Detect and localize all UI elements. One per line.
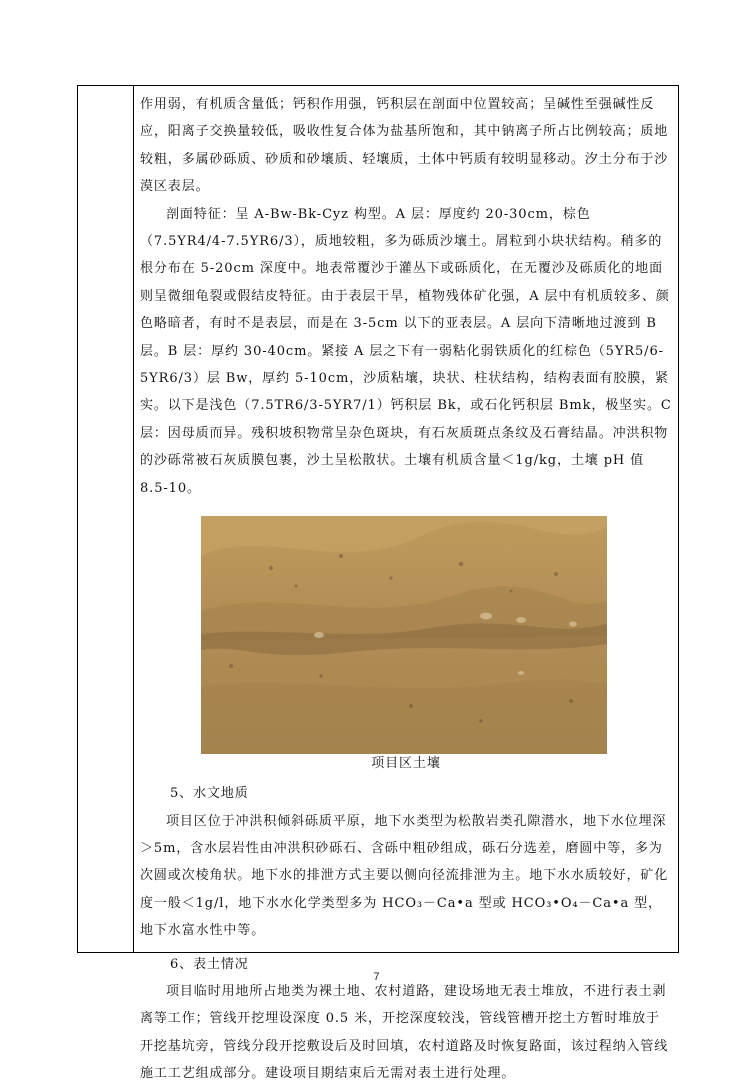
paragraph-hydrogeology: 项目区位于冲洪积倾斜砾质平原，地下水类型为松散岩类孔隙潜水，地下水位埋深＞5m，含水层岩性由冲洪积砂砾石、含砾中粗砂组成，砾石分选差，磨圆中等，多为次圆或次棱角状。地下水的排泄方式主要以侧向径流排泄为主。地下水水质较好，矿化度一般＜1g/l，地下水水化学类型多为 HCO₃－Ca•a 型或 HCO₃•O₄－Ca•a 型，地下水富水性中等。 <box>140 813 669 939</box>
heading-hydrogeology: 5、水文地质 <box>170 786 249 802</box>
page-number: 7 <box>373 971 380 983</box>
photo-caption: 项目区土壤 <box>371 756 441 772</box>
column-divider <box>133 86 134 952</box>
paragraph-topsoil: 项目临时用地所占地类为裸土地、农村道路，建设场地无表土堆放，不进行表土剥离等工作；管线开挖埋设深度 0.5 米，开挖深度较浅，管线管槽开挖土方暂时堆放于开挖基坑旁，管线分段开挖敷设后及时回填，农村道路及时恢复路面，该过程纳入管线施工工艺组成部分。建设项目期结束后无需对表土进行处理。 <box>140 983 669 1082</box>
document-table <box>77 85 679 1082</box>
heading-topsoil: 6、表土情况 <box>170 956 249 972</box>
paragraph-soil-profile: 剖面特征：呈 A-Bw-Bk-Cyz 构型。A 层：厚度约 20-30cm，棕色（7.5YR4/4-7.5YR6/3），质地较粗，多为砾质沙壤土。屑粒到小块状结构。稍多的根分布在 5-20cm 深度中。地表常覆沙于灌丛下或砾质化，在无覆沙及砾质化的地面则呈微细龟裂或假结皮特征。由于表层干旱，植物残体矿化强，A 层中有机质较多、颜色略暗者，有时不是表层，而是在 3-5cm 以下的亚表层。A 层向下清晰地过渡到 B 层。B 层：厚约 30-40cm。紧接 A 层之下有一弱粘化弱铁质化的红棕色（5YR5/6-5YR6/3）层 Bw，厚约 5-10cm，沙质粘壤，块状、柱状结构，结构表面有胶膜，紧实。以下是浅色（7.5TR6/3-5YR7/1）钙积层 Bk，或石化钙积层 Bmk，极坚实。C 层：因母质而异。残积坡积物常呈杂色斑块，有石灰质斑点条纹及石膏结晶。冲洪积物的沙砾常被石灰质膜包裹，沙土呈松散状。土壤有机质含量＜1g/kg，土壤 pH 值 8.5-10。 <box>140 206 672 496</box>
paragraph-soil-properties: 作用弱，有机质含量低；钙积作用强，钙积层在剖面中位置较高；呈碱性至强碱性反应，阳离子交换量较低，吸收性复合体为盐基所饱和，其中钠离子所占比例较高；质地较粗，多属砂砾质、砂质和砂壤质、轻壤质，土体中钙质有较明显移动。汐土分布于沙漠区表层。 <box>140 97 669 195</box>
soil-photo <box>201 516 607 754</box>
content-cell <box>140 91 672 1088</box>
soil-landscape-image <box>201 516 607 754</box>
